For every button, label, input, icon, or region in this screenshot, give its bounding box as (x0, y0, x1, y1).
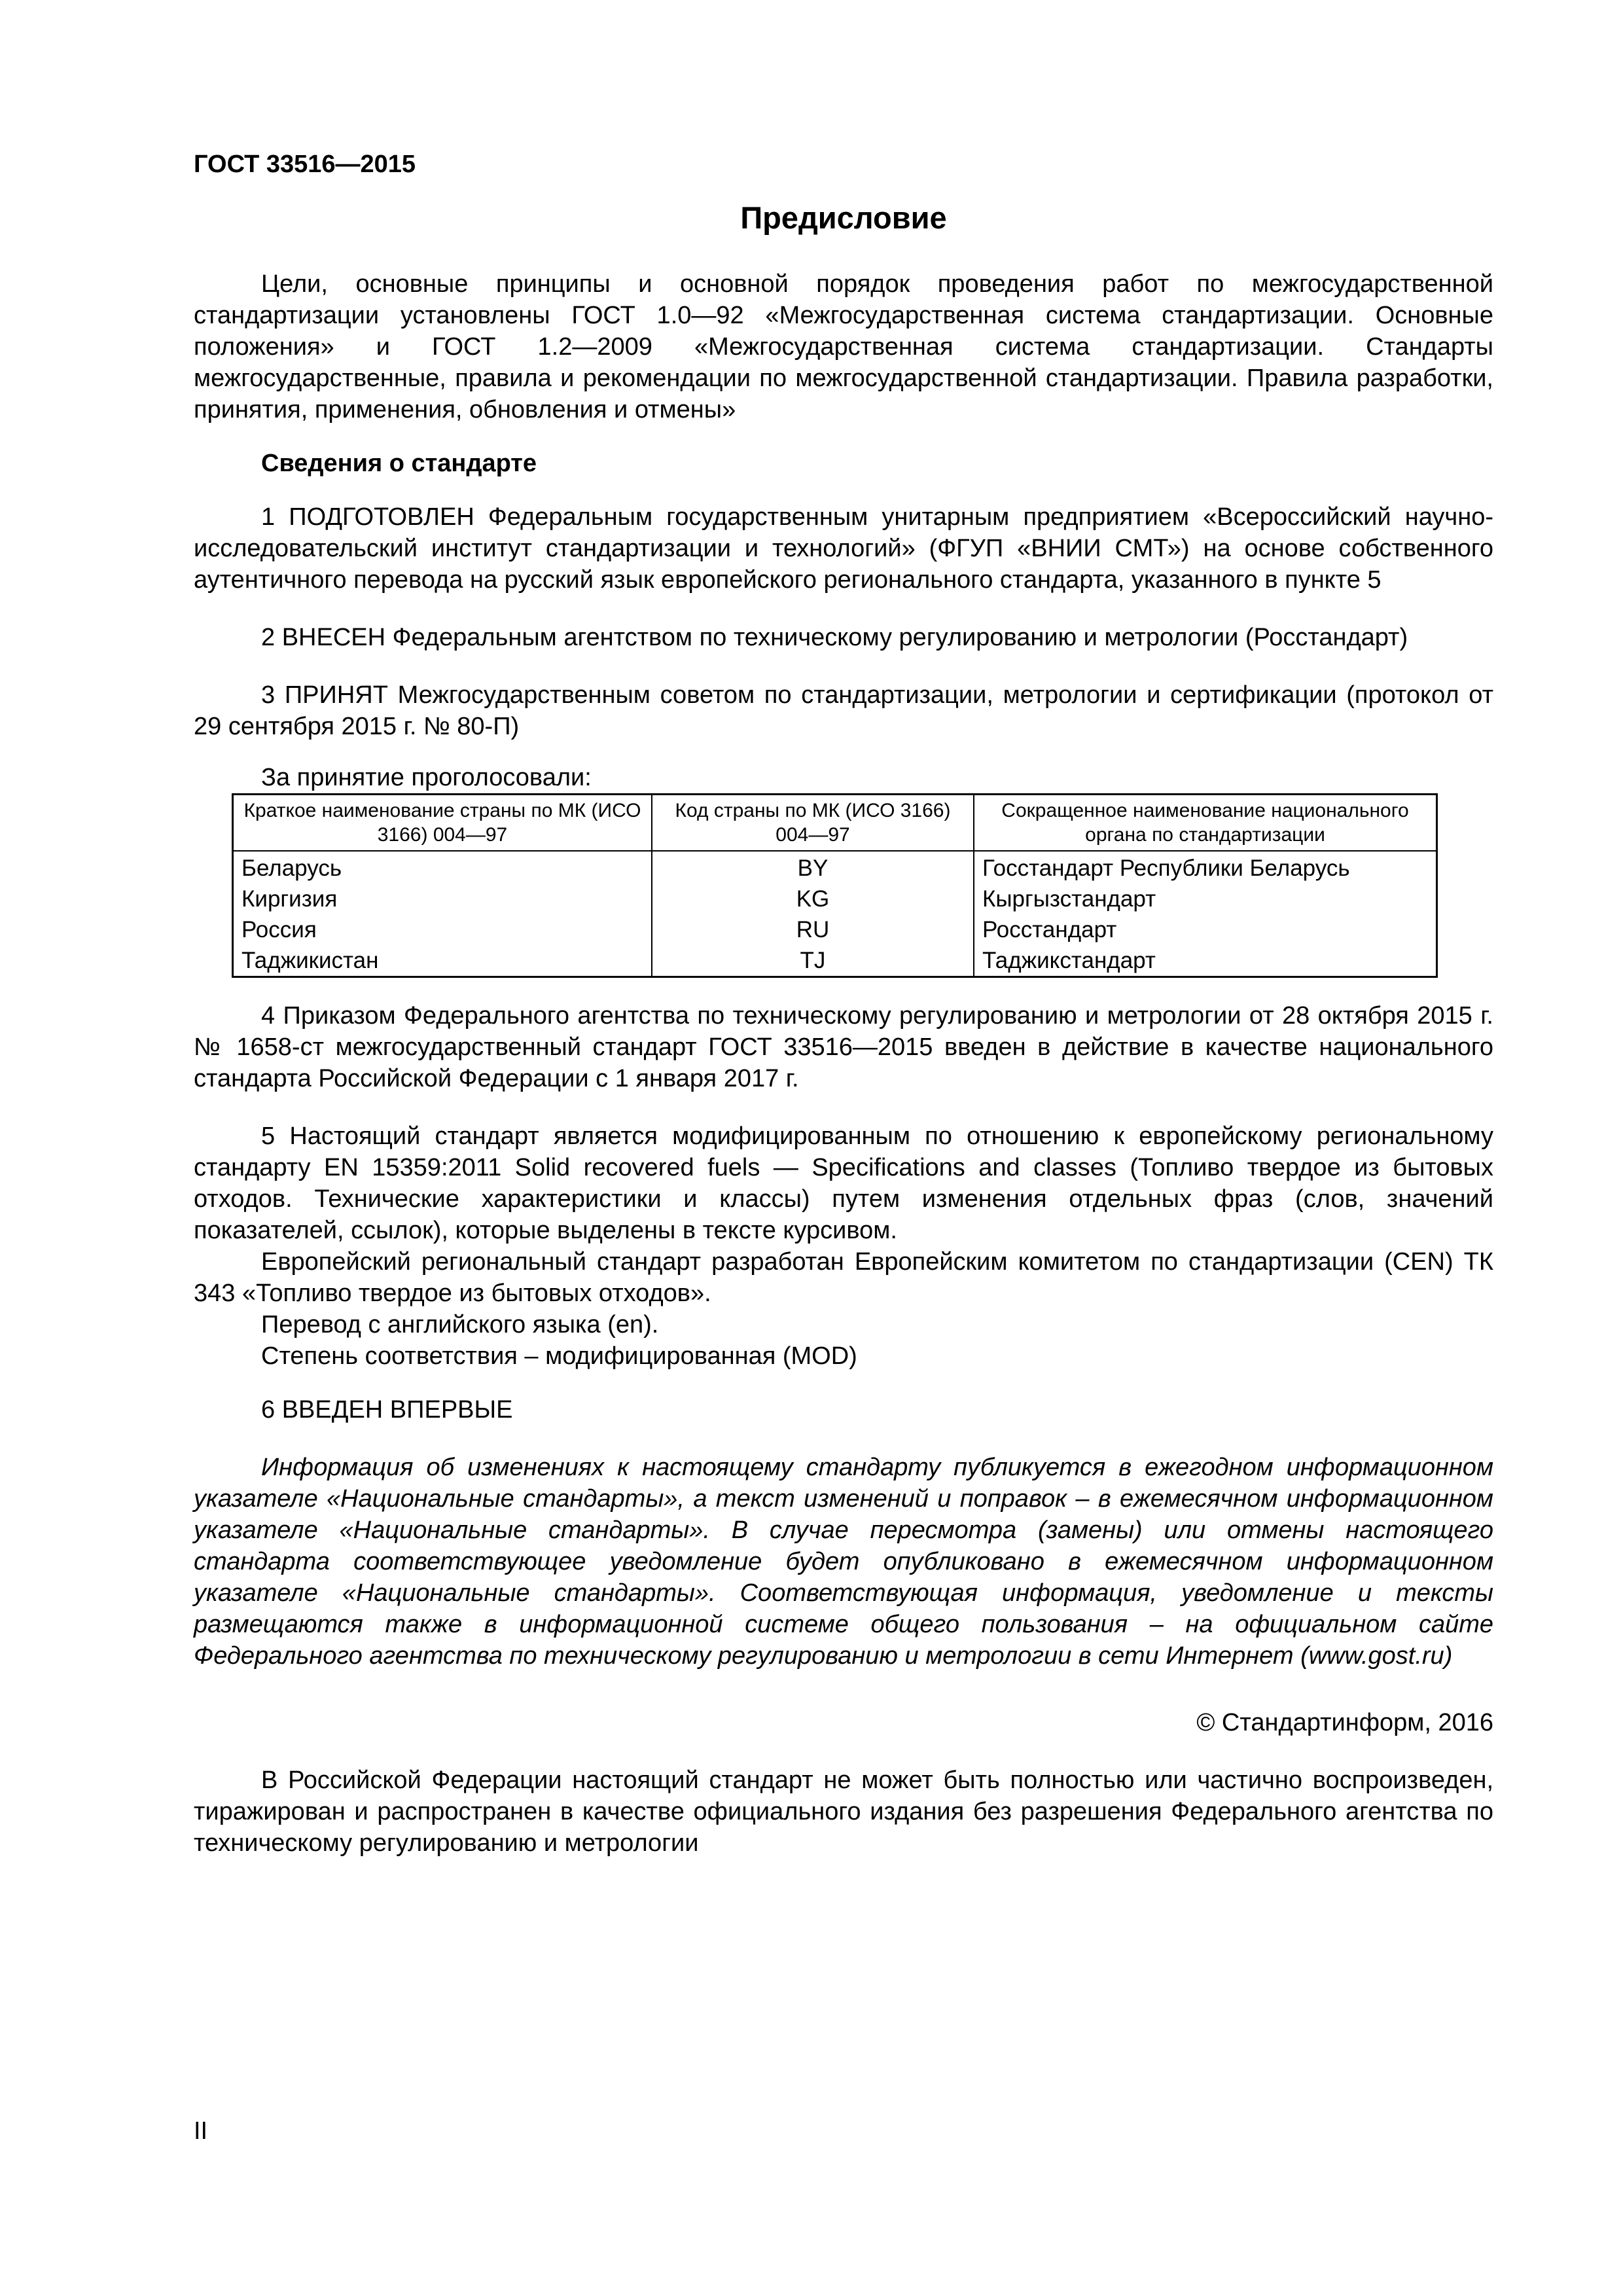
item-2-paragraph: 2 ВНЕСЕН Федеральным агентством по техническому регулированию и метрологии (Росстандарт) (261, 624, 1408, 651)
table-cell-code: BY (652, 851, 974, 884)
table-header-country: Краткое наименование страны по МК (ИСО 3166) 004—97 (233, 795, 652, 852)
vote-label: За принятие проголосовали: (261, 764, 592, 791)
table-row (233, 851, 1437, 884)
table-cell-body: Кыргызстандарт (974, 884, 1437, 914)
changes-notice: Информация об изменениях к настоящему стандарту публикуется в ежегодном информационном указателе «Национальные стандарты», а текст изменений и поправок – в ежемесячном информационном указателе «Национальные стандарты». В случае пересмотра (замены) или отмены настоящего стандарта соответствующее уведомление будет опубликовано в ежемесячном информационном указателе «Национальные стандарты». Соответствующая информация, уведомление и тексты размещаются также в информационной системе общего пользования – на официальном сайте Федерального агентства по техническому регулированию и метрологии в сети Интернет (www.gost.ru) (194, 1454, 1493, 1670)
table-cell-country: Киргизия (233, 884, 652, 914)
table-cell-code: TJ (652, 945, 974, 977)
item-6-paragraph: 6 ВВЕДЕН ВПЕРВЫЕ (261, 1396, 513, 1424)
rights-paragraph: В Российской Федерации настоящий стандарт не может быть полностью или частично воспроизведен, тиражирован и распространен в качестве официального издания без разрешения Федерального агентства по техническому регулированию и метрологии (194, 1767, 1493, 1857)
document-body (194, 268, 1493, 1859)
item-3-paragraph: 3 ПРИНЯТ Межгосударственным советом по стандартизации, метрологии и сертификации (протокол от 29 сентября 2015 г. № 80-П) (194, 681, 1493, 740)
table-cell-body: Росстандарт (974, 914, 1437, 945)
intro-paragraph: Цели, основные принципы и основной порядок проведения работ по межгосударственной стандартизации установлены ГОСТ 1.0—92 «Межгосударственная система стандартизации. Основные положения» и ГОСТ 1.2—2009 «Межгосударственная система стандартизации. Стандарты межгосударственные, правила и рекомендации по межгосударственной стандартизации. Правила разработки, принятия, применения, обновления и отмены» (194, 270, 1493, 423)
table-cell-code: RU (652, 914, 974, 945)
copyright-line: © Стандартинформ, 2016 (1196, 1709, 1493, 1736)
table-row (233, 884, 1437, 914)
table-header-code: Код страны по МК (ИСО 3166) 004—97 (652, 795, 974, 852)
item-1-paragraph: 1 ПОДГОТОВЛЕН Федеральным государственным унитарным предприятием «Всероссийский научно-исследовательский институт стандартизации и технологий» (ФГУП «ВНИИ СМТ») на основе собственного аутентичного перевода на русский язык европейского регионального стандарта, указанного в пункте 5 (194, 503, 1493, 594)
document-id-header: ГОСТ 33516—2015 (194, 151, 416, 178)
table-cell-country: Россия (233, 914, 652, 945)
table-cell-code: KG (652, 884, 974, 914)
table-header-body: Сокращенное наименование национального органа по стандартизации (974, 795, 1437, 852)
table-cell-body: Таджикстандарт (974, 945, 1437, 977)
item-5-paragraph: 5 Настоящий стандарт является модифицированным по отношению к европейскому региональному стандарту EN 15359:2011 Solid recovered fuels — Specifications and classes (Топливо твердое из бытовых отходов. Технические характеристики и классы) путем изменения отдельных фраз (слов, значений показателей, ссылок), которые выделены в тексте курсивом. (194, 1122, 1493, 1244)
table-cell-body: Госстандарт Республики Беларусь (974, 851, 1437, 884)
page-title: Предисловие (740, 200, 947, 235)
table-row (233, 914, 1437, 945)
table-cell-country: Беларусь (233, 851, 652, 884)
table-row (233, 945, 1437, 977)
item-5-cen-paragraph: Европейский региональный стандарт разработан Европейским комитетом по стандартизации (CEN) ТК 343 «Топливо твердое из бытовых отходов». (194, 1248, 1493, 1307)
info-heading: Сведения о стандарте (261, 450, 537, 477)
page-number: II (194, 2117, 208, 2145)
voting-table (232, 793, 1438, 978)
table-header-row (233, 795, 1437, 852)
item-4-paragraph: 4 Приказом Федерального агентства по техническому регулированию и метрологии от 28 октября 2015 г. № 1658-ст межгосударственный стандарт ГОСТ 33516—2015 введен в действие в качестве национального стандарта Российской Федерации с 1 января 2017 г. (194, 1002, 1493, 1092)
item-5-conformity: Степень соответствия – модифицированная (MOD) (261, 1342, 857, 1370)
table-cell-country: Таджикистан (233, 945, 652, 977)
item-5-translation: Перевод с английского языка (en). (261, 1311, 659, 1338)
